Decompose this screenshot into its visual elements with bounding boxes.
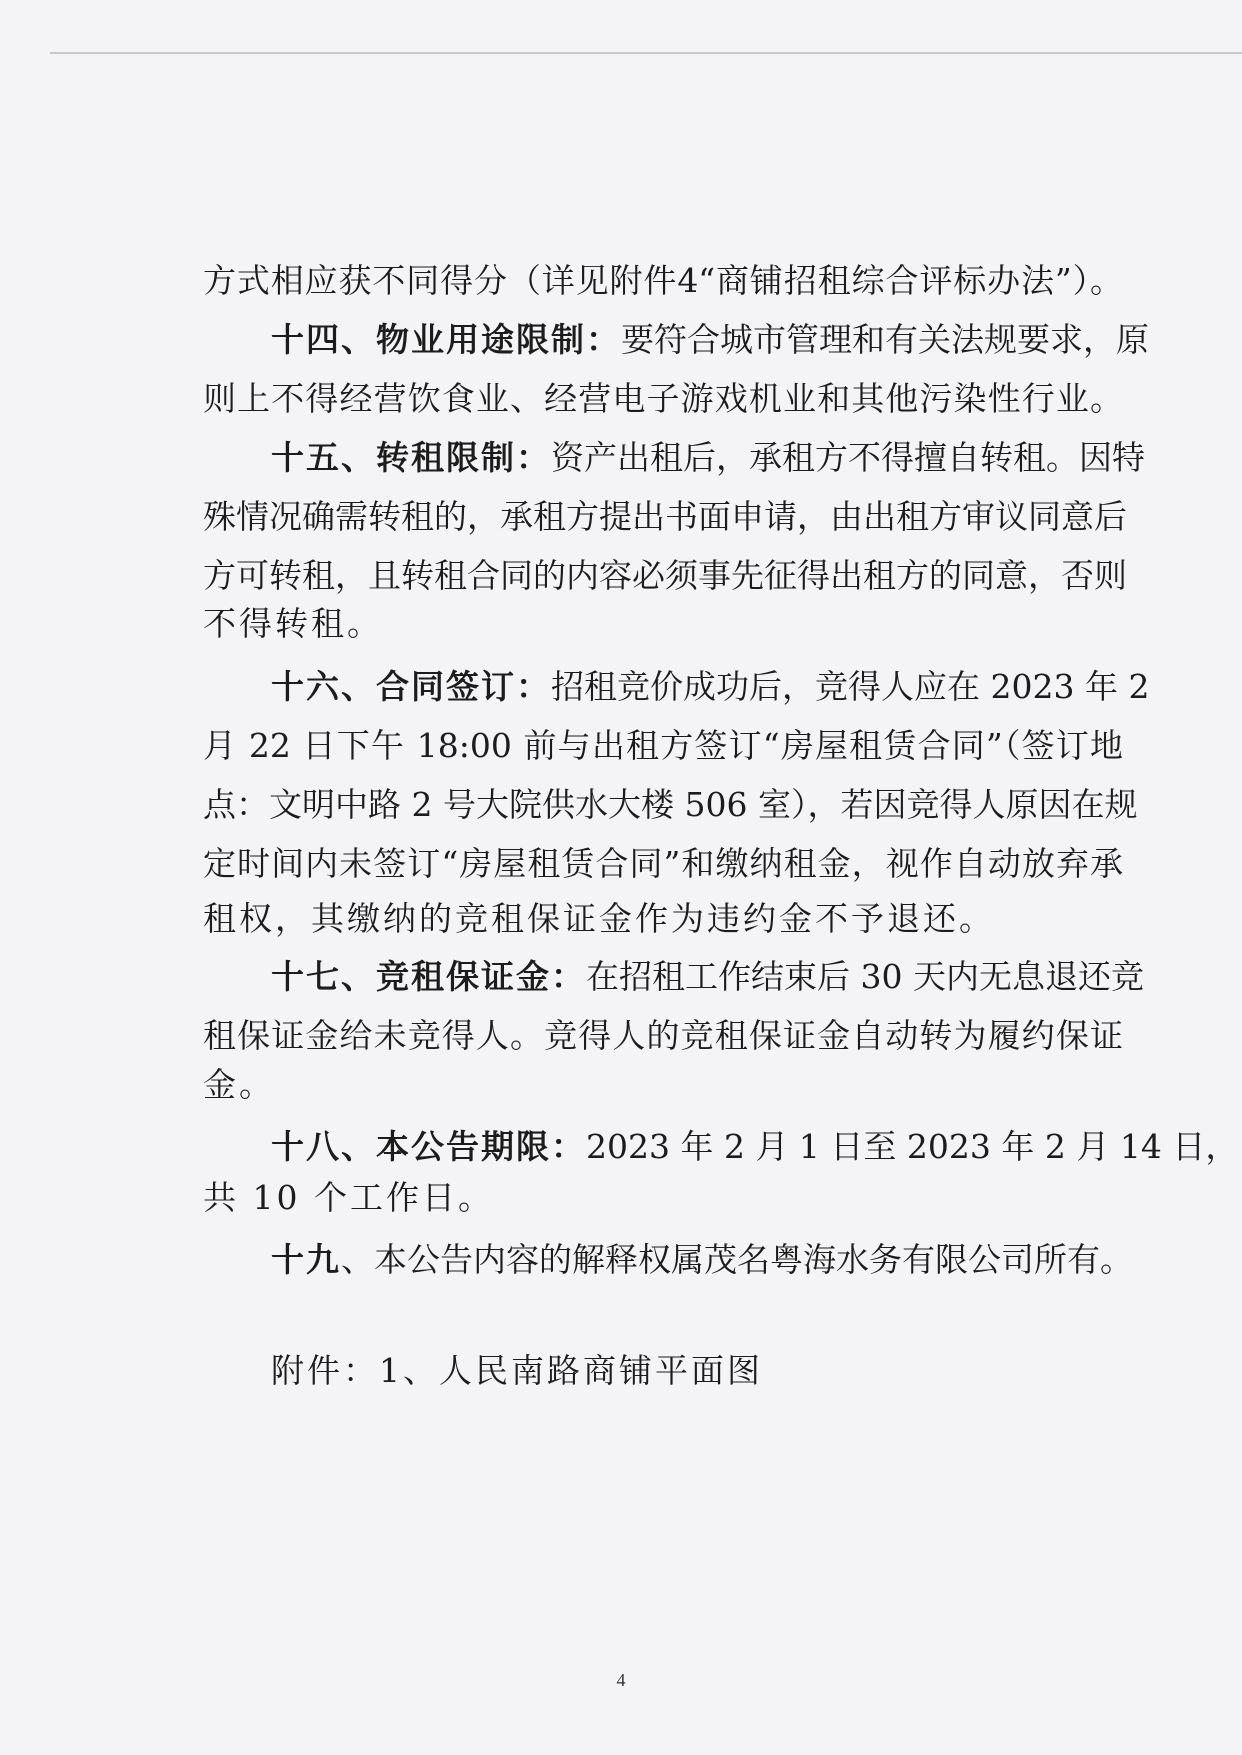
section-heading: 十六、合同签订： — [271, 667, 551, 706]
line-text: 资产出租后，承租方不得擅自转租。因特 — [551, 438, 1145, 477]
paragraph-nineteen — [271, 1238, 1133, 1282]
text-line — [203, 842, 1123, 886]
text-line — [203, 602, 1123, 646]
line-text: 不得转租。 — [203, 604, 383, 643]
line-text: 要符合城市管理和有关法规要求，原 — [621, 320, 1149, 359]
paragraph-fourteen — [271, 318, 1149, 362]
text-line — [203, 1176, 1123, 1220]
paragraph-eighteen — [271, 1125, 1239, 1169]
line-text: 附件：1、人民南路商铺平面图 — [271, 1351, 763, 1390]
line-text: 殊情况确需转租的，承租方提出书面申请，由出租方审议同意后 — [203, 497, 1127, 536]
line-text: 方可转租，且转租合同的内容必须事先征得出租方的同意，否则 — [203, 556, 1127, 595]
line-text: 共 10 个工作日。 — [203, 1178, 494, 1217]
paragraph-fifteen — [271, 436, 1145, 480]
text-line — [203, 259, 1123, 303]
section-heading: 十七、竞租保证金： — [271, 957, 586, 996]
paragraph-sixteen — [271, 665, 1150, 709]
line-text: 招租竞价成功后，竞得人应在 2023 年 2 — [551, 667, 1150, 706]
line-text: 点：文明中路 2 号大院供水大楼 506 室），若因竞得人原因在规 — [203, 785, 1138, 824]
line-text: 定时间内未签订“房屋租赁合同”和缴纳租金，视作自动放弃承 — [203, 844, 1123, 883]
text-line — [203, 1014, 1123, 1058]
text-line — [203, 783, 1138, 827]
line-text: 租保证金给未竞得人。竞得人的竞租保证金自动转为履约保证 — [203, 1016, 1123, 1055]
attachment-line — [271, 1349, 1123, 1393]
section-heading: 十九 — [271, 1240, 341, 1279]
section-heading: 十八、本公告期限： — [271, 1127, 586, 1166]
line-text: 月 22 日下午 18:00 前与出租方签订“房屋租赁合同”（签订地 — [203, 726, 1123, 765]
line-text: 方式相应获不同得分（详见附件4“商铺招租综合评标办法”）。 — [203, 261, 1123, 300]
paragraph-seventeen — [271, 955, 1144, 999]
text-line — [203, 554, 1127, 598]
text-line — [203, 495, 1127, 539]
line-text: 2023 年 2 月 1 日至 2023 年 2 月 14 日， — [586, 1127, 1239, 1166]
line-text: 租权，其缴纳的竞租保证金作为违约金不予退还。 — [203, 899, 995, 938]
text-line — [203, 724, 1123, 768]
page-number: 4 — [616, 1670, 626, 1690]
section-heading: 十四、物业用途限制： — [271, 320, 621, 359]
top-rule — [50, 52, 1242, 54]
text-line — [203, 897, 1123, 941]
text-line — [203, 1063, 1123, 1107]
line-text: 、本公告内容的解释权属茂名粤海水务有限公司所有。 — [341, 1240, 1133, 1279]
section-heading: 十五、转租限制： — [271, 438, 551, 477]
line-text: 金。 — [203, 1065, 275, 1104]
line-text: 则上不得经营饮食业、经营电子游戏机业和其他污染性行业。 — [203, 379, 1123, 418]
line-text: 在招租工作结束后 30 天内无息退还竞 — [586, 957, 1144, 996]
text-line — [203, 377, 1123, 421]
